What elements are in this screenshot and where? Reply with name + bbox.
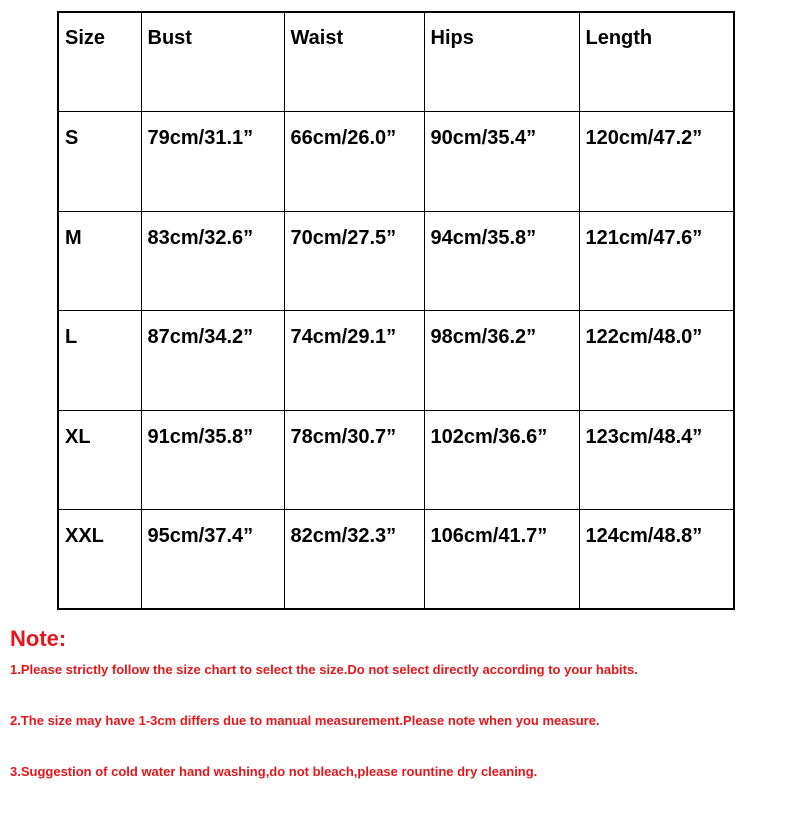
size-cell: M: [58, 211, 141, 311]
length-cell: 124cm/48.8”: [579, 510, 734, 610]
length-cell: 120cm/47.2”: [579, 112, 734, 212]
note-line-3: 3.Suggestion of cold water hand washing,do not bleach,please rountine dry cleaning.: [10, 764, 538, 779]
size-cell: S: [58, 112, 141, 212]
bust-cell: 83cm/32.6”: [141, 211, 284, 311]
size-cell: XL: [58, 410, 141, 510]
note-section: [10, 624, 790, 813]
table-row: [58, 112, 734, 212]
length-cell: 121cm/47.6”: [579, 211, 734, 311]
size-cell: XXL: [58, 510, 141, 610]
waist-cell: 74cm/29.1”: [284, 311, 424, 411]
hips-cell: 98cm/36.2”: [424, 311, 579, 411]
table-header-row: [58, 12, 734, 112]
table-row: [58, 410, 734, 510]
table-row: [58, 311, 734, 411]
table-row: [58, 211, 734, 311]
hips-cell: 94cm/35.8”: [424, 211, 579, 311]
table-row: [58, 510, 734, 610]
note-title: Note:: [10, 626, 67, 651]
size-chart-table: [57, 11, 735, 610]
header-size: Size: [58, 12, 141, 112]
header-length: Length: [579, 12, 734, 112]
header-waist: Waist: [284, 12, 424, 112]
note-line-1: 1.Please strictly follow the size chart to select the size.Do not select directly according to your habits.: [10, 662, 638, 677]
hips-cell: 102cm/36.6”: [424, 410, 579, 510]
hips-cell: 106cm/41.7”: [424, 510, 579, 610]
waist-cell: 70cm/27.5”: [284, 211, 424, 311]
bust-cell: 87cm/34.2”: [141, 311, 284, 411]
waist-cell: 78cm/30.7”: [284, 410, 424, 510]
bust-cell: 79cm/31.1”: [141, 112, 284, 212]
length-cell: 123cm/48.4”: [579, 410, 734, 510]
bust-cell: 95cm/37.4”: [141, 510, 284, 610]
header-bust: Bust: [141, 12, 284, 112]
size-cell: L: [58, 311, 141, 411]
waist-cell: 82cm/32.3”: [284, 510, 424, 610]
waist-cell: 66cm/26.0”: [284, 112, 424, 212]
header-hips: Hips: [424, 12, 579, 112]
bust-cell: 91cm/35.8”: [141, 410, 284, 510]
hips-cell: 90cm/35.4”: [424, 112, 579, 212]
note-line-2: 2.The size may have 1-3cm differs due to manual measurement.Please note when you measure.: [10, 713, 600, 728]
length-cell: 122cm/48.0”: [579, 311, 734, 411]
